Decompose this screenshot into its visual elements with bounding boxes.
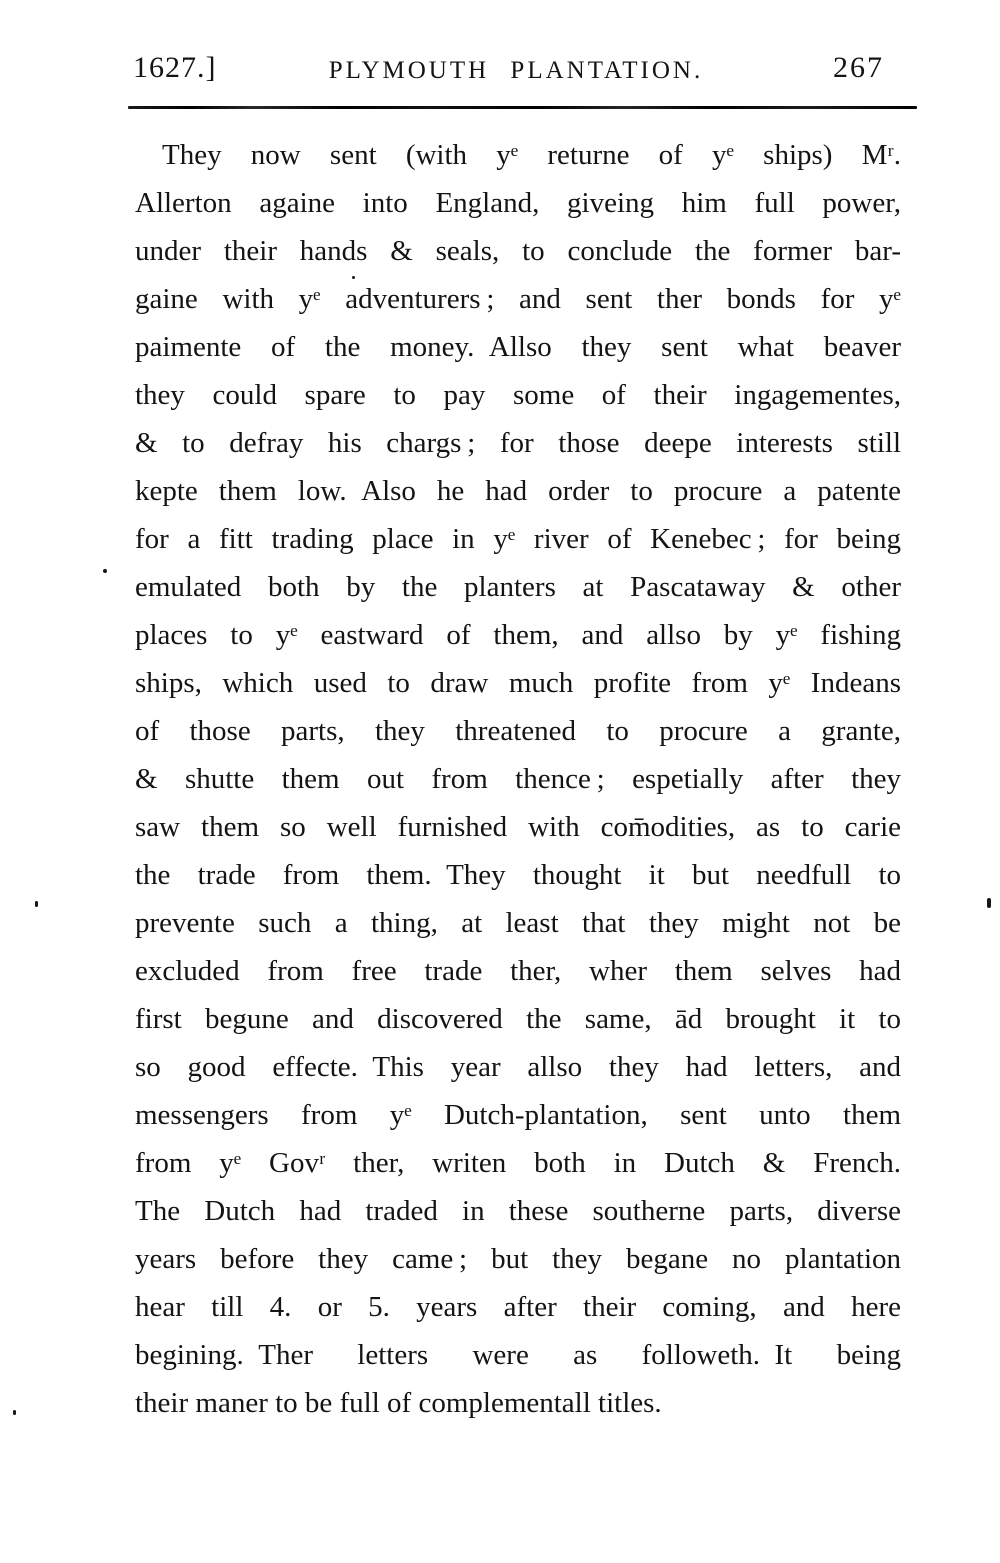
- text-line: from yᵉ Govʳ ther, writen both in Dutch & French.: [135, 1147, 901, 1179]
- text-line: their maner to be full of complementall titles.: [135, 1387, 662, 1419]
- text-line: begining. Ther letters were as followeth. It being: [135, 1339, 901, 1371]
- text-line: years before they came ; but they begane no plantation: [135, 1243, 901, 1275]
- text-line: the trade from them. They thought it but needfull to: [135, 859, 901, 891]
- text-line: so good effecte. This year allso they had letters, and: [135, 1051, 901, 1083]
- text-line: The Dutch had traded in these southerne parts, diverse: [135, 1195, 901, 1227]
- scan-speck: [13, 1410, 16, 1415]
- text-line: for a fitt trading place in yᵉ river of Kenebec ; for being: [135, 523, 901, 555]
- text-line: prevente such a thing, at least that they might not be: [135, 907, 901, 939]
- text-line: Allerton againe into England, giveing him full power,: [135, 187, 901, 219]
- body-text: [135, 131, 901, 1427]
- text-line: paimente of the money. Allso they sent what beaver: [135, 331, 901, 363]
- text-line: They now sent (with yᵉ returne of yᵉ ships) Mʳ.: [162, 139, 901, 171]
- text-line: first begune and discovered the same, ād brought it to: [135, 1003, 901, 1035]
- scan-speck: [352, 276, 355, 279]
- text-line: & to defray his chargs ; for those deepe interests still: [135, 427, 901, 459]
- text-line: messengers from yᵉ Dutch-plantation, sent unto them: [135, 1099, 901, 1131]
- scan-speck: [987, 898, 991, 908]
- text-line: ships, which used to draw much profite from yᵉ Indeans: [135, 667, 901, 699]
- header-rule: [128, 106, 917, 109]
- scan-speck: [35, 901, 38, 907]
- page-number: 267: [833, 51, 884, 84]
- text-line: gaine with yᵉ adventurers ; and sent ther bonds for yᵉ: [135, 283, 901, 315]
- text-line: kepte them low. Also he had order to procure a patente: [135, 475, 901, 507]
- text-line: places to yᵉ eastward of them, and allso by yᵉ fishing: [135, 619, 901, 651]
- text-line: emulated both by the planters at Pascataway & other: [135, 571, 901, 603]
- text-line: of those parts, they threatened to procure a grante,: [135, 715, 901, 747]
- text-line: under their hands & seals, to conclude the former bar-: [135, 235, 901, 267]
- scan-speck: [103, 569, 107, 573]
- text-line: hear till 4. or 5. years after their coming, and here: [135, 1291, 901, 1323]
- text-line: saw them so well furnished with com̄odities, as to carie: [135, 811, 901, 843]
- text-line: excluded from free trade ther, wher them selves had: [135, 955, 901, 987]
- text-line: they could spare to pay some of their ingagementes,: [135, 379, 901, 411]
- header-year: 1627.]: [133, 51, 217, 84]
- text-line: & shutte them out from thence ; espetially after they: [135, 763, 901, 795]
- header-title: PLYMOUTH PLANTATION.: [328, 57, 704, 84]
